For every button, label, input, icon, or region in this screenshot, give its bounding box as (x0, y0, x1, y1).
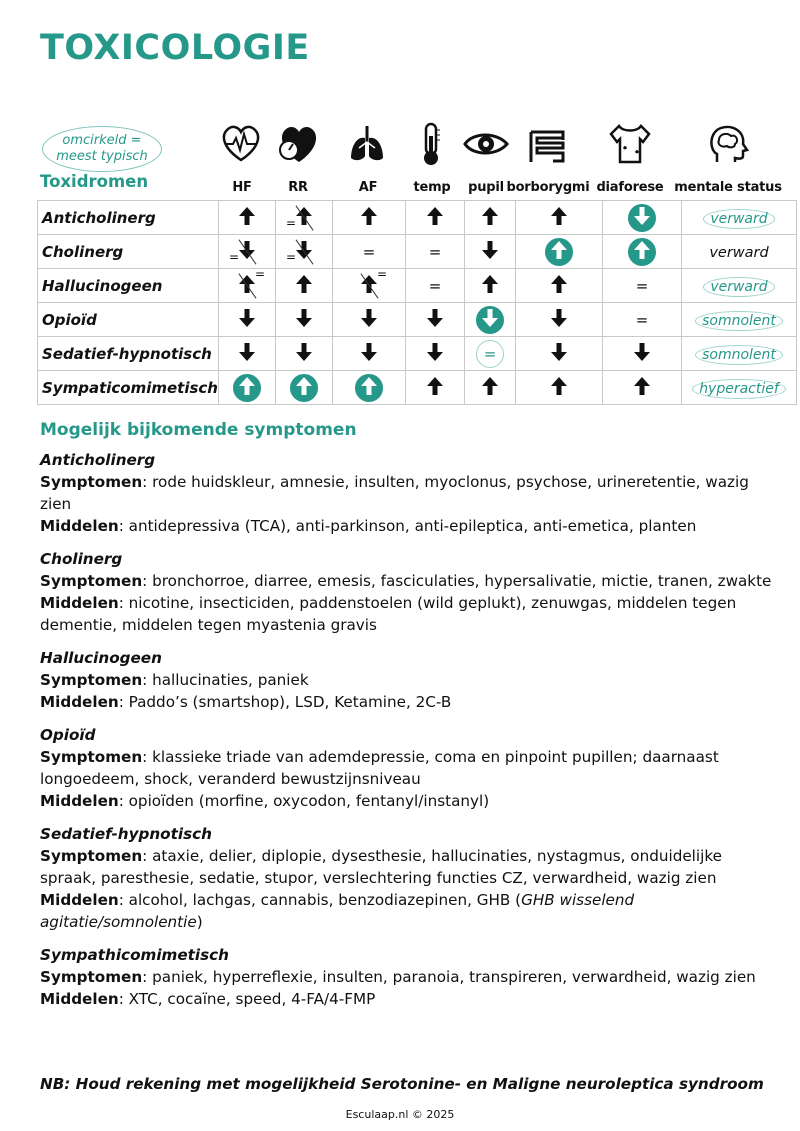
table-row (38, 201, 797, 235)
arrow-down-icon (549, 342, 569, 366)
table-cell (333, 235, 406, 269)
symptom-group (40, 449, 780, 537)
table-cell (465, 269, 516, 303)
toxidrome-name: Sympaticomimetisch (38, 371, 219, 405)
equal-sign: = (428, 276, 442, 295)
table-cell (465, 235, 516, 269)
table-cell (465, 337, 516, 371)
arrow-down-icon (425, 342, 445, 366)
symptoms-heading: Mogelijk bijkomende symptomen (40, 420, 357, 440)
arrow-down-icon (480, 240, 500, 264)
table-cell (219, 303, 276, 337)
page-title: TOXICOLOGIE (40, 28, 310, 68)
equal-sign: = (362, 242, 376, 261)
typical-circle (628, 204, 656, 232)
arrow-down-icon (359, 308, 379, 332)
table-cell (406, 371, 465, 405)
group-name: Anticholinerg (40, 451, 156, 469)
footer: Esculaap.nl © 2025 (345, 1108, 455, 1121)
arrow-up-icon (359, 206, 379, 230)
eye-icon (463, 122, 509, 168)
arrow-down-icon (294, 308, 314, 332)
group-agents: Middelen: antidepressiva (TCA), anti-parkinson, anti-epileptica, anti-emetica, planten (40, 517, 697, 535)
mental-status: somnolent (695, 311, 783, 331)
arrow-down-icon (359, 342, 379, 366)
heart-ecg-icon (219, 122, 265, 168)
column-label: pupil (468, 180, 504, 195)
typical-circle (628, 238, 656, 266)
table-cell (603, 269, 682, 303)
group-name: Hallucinogeen (40, 649, 162, 667)
arrow-up-icon (632, 376, 652, 400)
equal-sign: = (428, 242, 442, 261)
variant-equal: = (286, 216, 297, 230)
arrow-up-icon (480, 376, 500, 400)
table-cell (276, 371, 333, 405)
symptom-group (40, 823, 780, 933)
symptom-group (40, 647, 780, 713)
group-symptoms: Symptomen: ataxie, delier, diplopie, dysesthesie, hallucinaties, nystagmus, onduidelijke spraak, paresthesie, sedatie, stupor, verslechtering functies CZ, verwardheid, wazig zien (40, 847, 722, 887)
arrow-down-icon (237, 308, 257, 332)
typical-circle (233, 374, 261, 402)
arrow-up-icon (632, 240, 652, 264)
table-cell (682, 201, 797, 235)
variant-equal: = (255, 267, 266, 281)
table-cell (516, 235, 603, 269)
table-cell (682, 269, 797, 303)
equal-sign: = (483, 344, 497, 363)
table-cell (276, 337, 333, 371)
column-label: HF (232, 180, 252, 195)
toxidrome-name: Cholinerg (38, 235, 219, 269)
table-row (38, 371, 797, 405)
toxidrome-name: Hallucinogeen (38, 269, 219, 303)
legend-line-1: omcirkeld = (62, 133, 142, 148)
group-name: Sedatief-hypnotisch (40, 825, 212, 843)
heart-gauge-icon (275, 122, 321, 168)
arrow-down-icon (480, 308, 500, 332)
mental-status: verward (703, 277, 774, 297)
table-row (38, 235, 797, 269)
group-symptoms: Symptomen: bronchorroe, diarree, emesis, fasciculaties, hypersalivatie, mictie, tranen, zwakte (40, 572, 772, 590)
lungs-icon (345, 122, 391, 168)
table-cell (276, 269, 333, 303)
typical-circle (290, 374, 318, 402)
brain-head-icon (705, 122, 751, 168)
group-symptoms: Symptomen: rode huidskleur, amnesie, insulten, myoclonus, psychose, urineretentie, wazig zien (40, 473, 749, 513)
table-cell (516, 269, 603, 303)
mental-status: somnolent (695, 345, 783, 365)
arrow-down-icon (237, 342, 257, 366)
column-label: borborygmi (506, 180, 590, 195)
table-cell (682, 337, 797, 371)
note: NB: Houd rekening met mogelijkheid Serotonine- en Maligne neuroleptica syndroom (40, 1075, 764, 1093)
arrow-up-icon (549, 240, 569, 264)
toxidrome-name: Sedatief-hypnotisch (38, 337, 219, 371)
toxidrome-table (37, 200, 797, 405)
toxidrome-name: Anticholinerg (38, 201, 219, 235)
table-cell (516, 303, 603, 337)
typical-circle (355, 374, 383, 402)
group-name: Sympathicomimetisch (40, 946, 229, 964)
table-cell (276, 201, 333, 235)
table-cell (603, 303, 682, 337)
column-label: temp (413, 180, 451, 195)
arrow-down-icon (632, 342, 652, 366)
table-cell (603, 371, 682, 405)
column-label: AF (358, 180, 378, 195)
table-cell (219, 371, 276, 405)
mental-status: verward (709, 245, 769, 261)
arrow-up-icon (237, 376, 257, 400)
group-name: Opioïd (40, 726, 96, 744)
table-row (38, 303, 797, 337)
group-symptoms: Symptomen: paniek, hyperreflexie, insulten, paranoia, transpireren, verwardheid, wazig zien (40, 968, 756, 986)
table-cell (682, 235, 797, 269)
arrow-down-icon (549, 308, 569, 332)
table-cell (465, 303, 516, 337)
arrow-up-icon (480, 206, 500, 230)
group-agents: Middelen: opioïden (morfine, oxycodon, fentanyl/instanyl) (40, 792, 490, 810)
typical-circle (476, 340, 504, 368)
group-agents: Middelen: alcohol, lachgas, cannabis, benzodiazepinen, GHB (GHB wisselend agitatie/somnolentie) (40, 891, 635, 931)
table-cell (406, 201, 465, 235)
table-cell (406, 235, 465, 269)
mental-status: verward (703, 209, 774, 229)
symptom-group (40, 548, 780, 636)
thermometer-icon (409, 122, 455, 168)
table-cell (516, 337, 603, 371)
symptom-group (40, 944, 780, 1010)
table-cell (333, 303, 406, 337)
variant-equal: = (229, 250, 240, 264)
arrow-up-icon (294, 274, 314, 298)
table-cell (333, 201, 406, 235)
tshirt-sweat-icon (607, 122, 653, 168)
variant-equal: = (286, 250, 297, 264)
table-cell (333, 371, 406, 405)
arrow-down-icon (632, 206, 652, 230)
group-agents: Middelen: XTC, cocaïne, speed, 4-FA/4-FMP (40, 990, 376, 1008)
arrow-down-icon (294, 342, 314, 366)
group-agents: Middelen: Paddo’s (smartshop), LSD, Ketamine, 2C-B (40, 693, 452, 711)
column-label: RR (288, 180, 308, 195)
equal-sign: = (635, 310, 649, 329)
table-cell (406, 303, 465, 337)
legend-line-2: meest typisch (56, 149, 148, 164)
mental-status: hyperactief (692, 379, 786, 399)
typical-circle (476, 306, 504, 334)
table-cell (333, 337, 406, 371)
symptom-groups (40, 449, 780, 1021)
arrow-up-icon (425, 206, 445, 230)
arrow-up-icon (549, 206, 569, 230)
arrow-up-icon (549, 376, 569, 400)
typical-circle (545, 238, 573, 266)
table-cell (406, 269, 465, 303)
arrow-down-icon (425, 308, 445, 332)
table-row (38, 337, 797, 371)
toxidromes-heading: Toxidromen (40, 172, 149, 191)
column-label: diaforese (596, 180, 664, 195)
toxidrome-name: Opioïd (38, 303, 219, 337)
table-cell (603, 235, 682, 269)
table-cell (682, 371, 797, 405)
arrow-up-icon (359, 376, 379, 400)
table-cell (682, 303, 797, 337)
table-cell (219, 269, 276, 303)
table-cell (603, 337, 682, 371)
group-symptoms: Symptomen: klassieke triade van ademdepressie, coma en pinpoint pupillen; daarnaast longoedeem, shock, veranderd bewustzijnsniveau (40, 748, 719, 788)
arrow-up-icon (425, 376, 445, 400)
table-cell (516, 201, 603, 235)
table-cell (219, 337, 276, 371)
arrow-up-icon (294, 376, 314, 400)
variant-equal: = (377, 267, 388, 281)
equal-sign: = (635, 276, 649, 295)
table-cell (406, 337, 465, 371)
table-cell (516, 371, 603, 405)
legend-oval (42, 126, 162, 172)
arrow-up-icon (237, 206, 257, 230)
table-cell (219, 201, 276, 235)
table-cell (276, 235, 333, 269)
column-label: mentale status (674, 180, 782, 195)
table-row (38, 269, 797, 303)
table-cell (219, 235, 276, 269)
intestines-icon (525, 122, 571, 168)
group-symptoms: Symptomen: hallucinaties, paniek (40, 671, 309, 689)
arrow-up-icon (549, 274, 569, 298)
table-cell (465, 371, 516, 405)
table-cell (276, 303, 333, 337)
table-cell (333, 269, 406, 303)
group-agents: Middelen: nicotine, insecticiden, paddenstoelen (wild geplukt), zenuwgas, middelen tegen dementie, middelen tegen myastenia gravis (40, 594, 737, 634)
table-cell (603, 201, 682, 235)
arrow-up-icon (480, 274, 500, 298)
group-name: Cholinerg (40, 550, 123, 568)
table-cell (465, 201, 516, 235)
symptom-group (40, 724, 780, 812)
